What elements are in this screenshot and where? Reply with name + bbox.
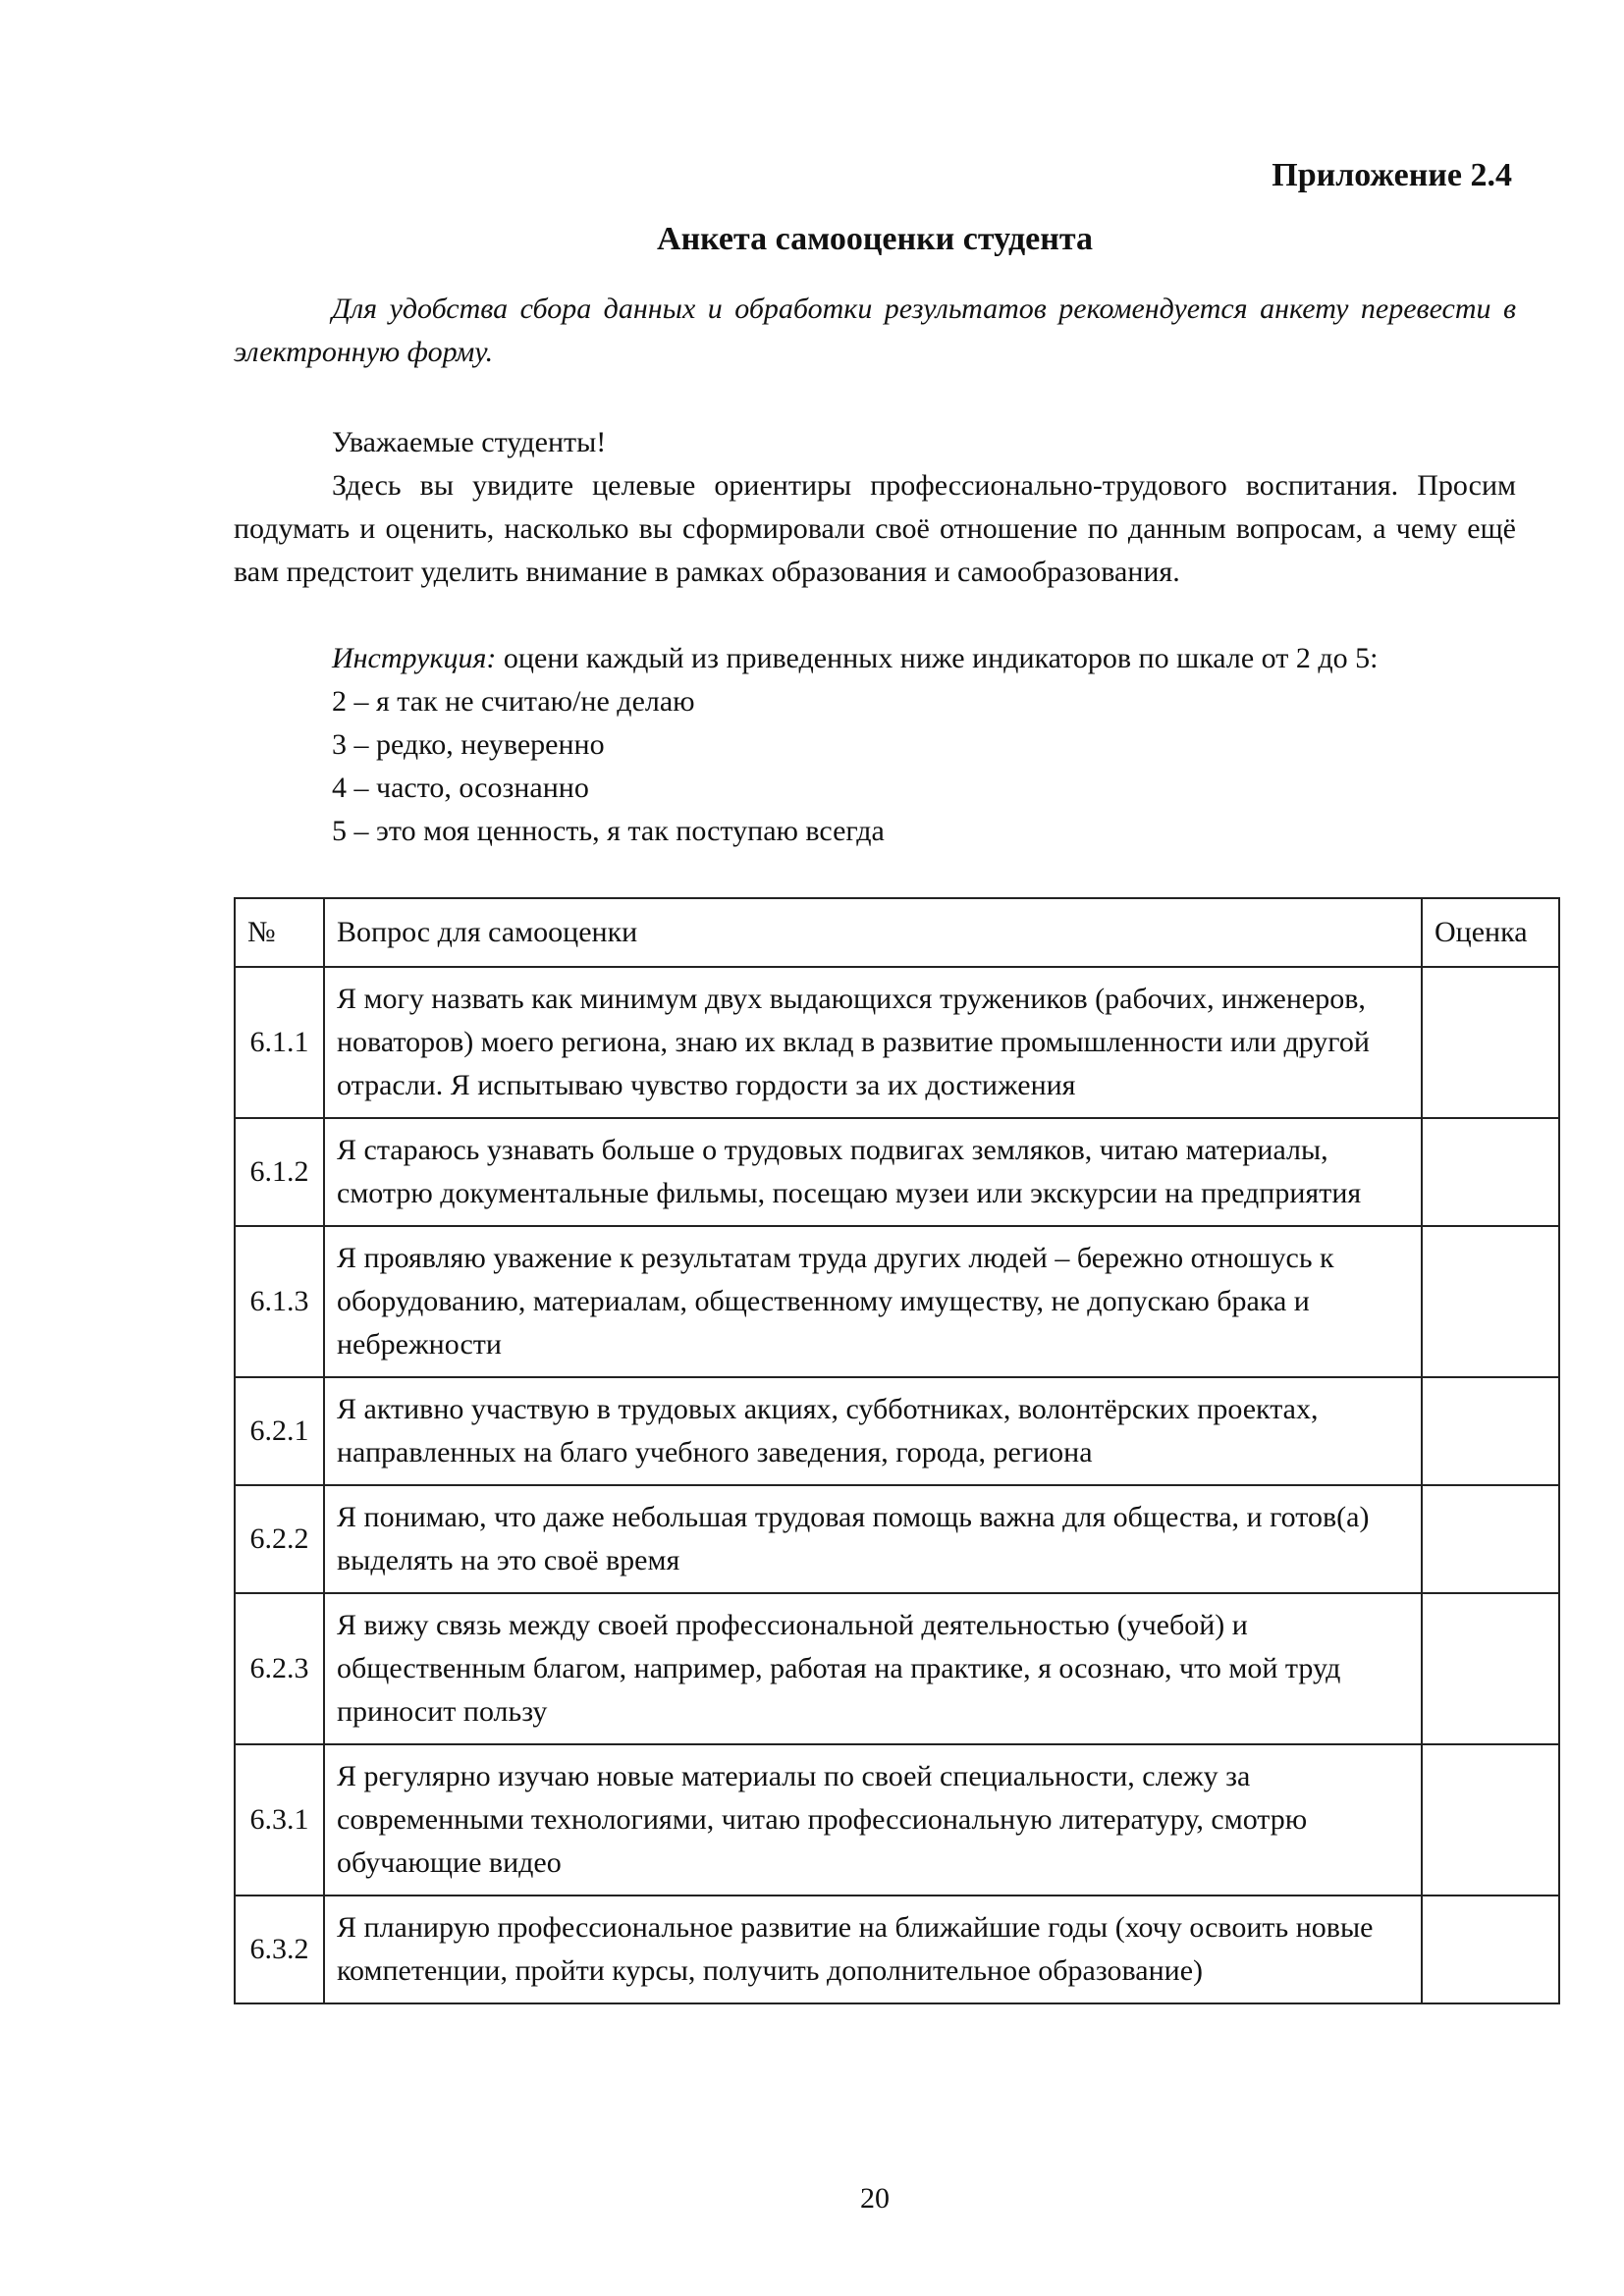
table-row [235, 1118, 1559, 1226]
score-cell[interactable] [1422, 1896, 1559, 2003]
table-row [235, 1377, 1559, 1485]
score-cell[interactable] [1422, 1226, 1559, 1377]
scale-item: 5 – это моя ценность, я так поступаю всегда [332, 815, 885, 847]
row-question: Я могу назвать как минимум двух выдающихся тружеников (рабочих, инженеров, новаторов) моего региона, знаю их вклад в развитие промышленности или другой отрасли. Я испытываю чувство гордости за их достижения [324, 967, 1422, 1118]
row-number: 6.2.1 [235, 1377, 324, 1485]
greeting: Уважаемые студенты! [332, 426, 607, 458]
row-number: 6.2.3 [235, 1593, 324, 1744]
row-question: Я вижу связь между своей профессиональной деятельностью (учебой) и общественным благом, например, работая на практике, я осознаю, что мой труд приносит пользу [324, 1593, 1422, 1744]
scale-item: 3 – редко, неуверенно [332, 728, 605, 761]
header-number: № [235, 898, 324, 967]
score-cell[interactable] [1422, 1744, 1559, 1896]
row-question: Я активно участвую в трудовых акциях, субботниках, волонтёрских проектах, направленных на благо учебного заведения, города, региона [324, 1377, 1422, 1485]
table-row [235, 1744, 1559, 1896]
row-number: 6.1.3 [235, 1226, 324, 1377]
table-header-row [235, 898, 1559, 967]
score-cell[interactable] [1422, 1485, 1559, 1593]
row-number: 6.2.2 [235, 1485, 324, 1593]
page-title: Анкета самооценки студента [657, 221, 1093, 257]
document-page [234, 0, 1528, 2296]
table-row [235, 967, 1559, 1118]
row-question: Я планирую профессиональное развитие на ближайшие годы (хочу освоить новые компетенции, пройти курсы, получить дополнительное образование) [324, 1896, 1422, 2003]
table-row [235, 1485, 1559, 1593]
scale-item: 2 – я так не считаю/не делаю [332, 685, 695, 718]
row-question: Я проявляю уважение к результатам труда других людей – бережно отношусь к оборудованию, материалам, общественному имуществу, не допускаю брака и небрежности [324, 1226, 1422, 1377]
table-row [235, 1896, 1559, 2003]
row-number: 6.1.2 [235, 1118, 324, 1226]
row-question: Я стараюсь узнавать больше о трудовых подвигах земляков, читаю материалы, смотрю документальные фильмы, посещаю музеи или экскурсии на предприятия [324, 1118, 1422, 1226]
instruction-label: Инструкция: [332, 642, 497, 674]
score-cell[interactable] [1422, 1377, 1559, 1485]
table-row [235, 1593, 1559, 1744]
row-question: Я понимаю, что даже небольшая трудовая помощь важна для общества, и готов(а) выделять на это своё время [324, 1485, 1422, 1593]
row-number: 6.3.2 [235, 1896, 324, 2003]
scale-item: 4 – часто, осознанно [332, 772, 589, 804]
row-number: 6.3.1 [235, 1744, 324, 1896]
table-row [235, 1226, 1559, 1377]
row-number: 6.1.1 [235, 967, 324, 1118]
instruction-text: оцени каждый из приведенных ниже индикаторов по шкале от 2 до 5: [496, 642, 1379, 674]
row-question: Я регулярно изучаю новые материалы по своей специальности, слежу за современными технологиями, читаю профессиональную литературу, смотрю обучающие видео [324, 1744, 1422, 1896]
appendix-label: Приложение 2.4 [1272, 157, 1512, 193]
instruction-block [332, 637, 1379, 853]
header-question: Вопрос для самооценки [324, 898, 1422, 967]
score-cell[interactable] [1422, 1118, 1559, 1226]
instruction-line [332, 637, 1379, 680]
page-number: 20 [860, 2182, 890, 2215]
header-score: Оценка [1422, 898, 1559, 967]
italic-note: Для удобства сбора данных и обработки результатов рекомендуется анкету перевести в электронную форму. [234, 293, 1516, 368]
intro-paragraph: Здесь вы увидите целевые ориентиры профессионально-трудового воспитания. Просим подумать и оценить, насколько вы сформировали своё отношение по данным вопросам, а чему ещё вам предстоит уделить внимание в рамках образования и самообразования. [234, 469, 1516, 588]
score-cell[interactable] [1422, 1593, 1559, 1744]
self-assessment-table [234, 897, 1560, 2004]
score-cell[interactable] [1422, 967, 1559, 1118]
